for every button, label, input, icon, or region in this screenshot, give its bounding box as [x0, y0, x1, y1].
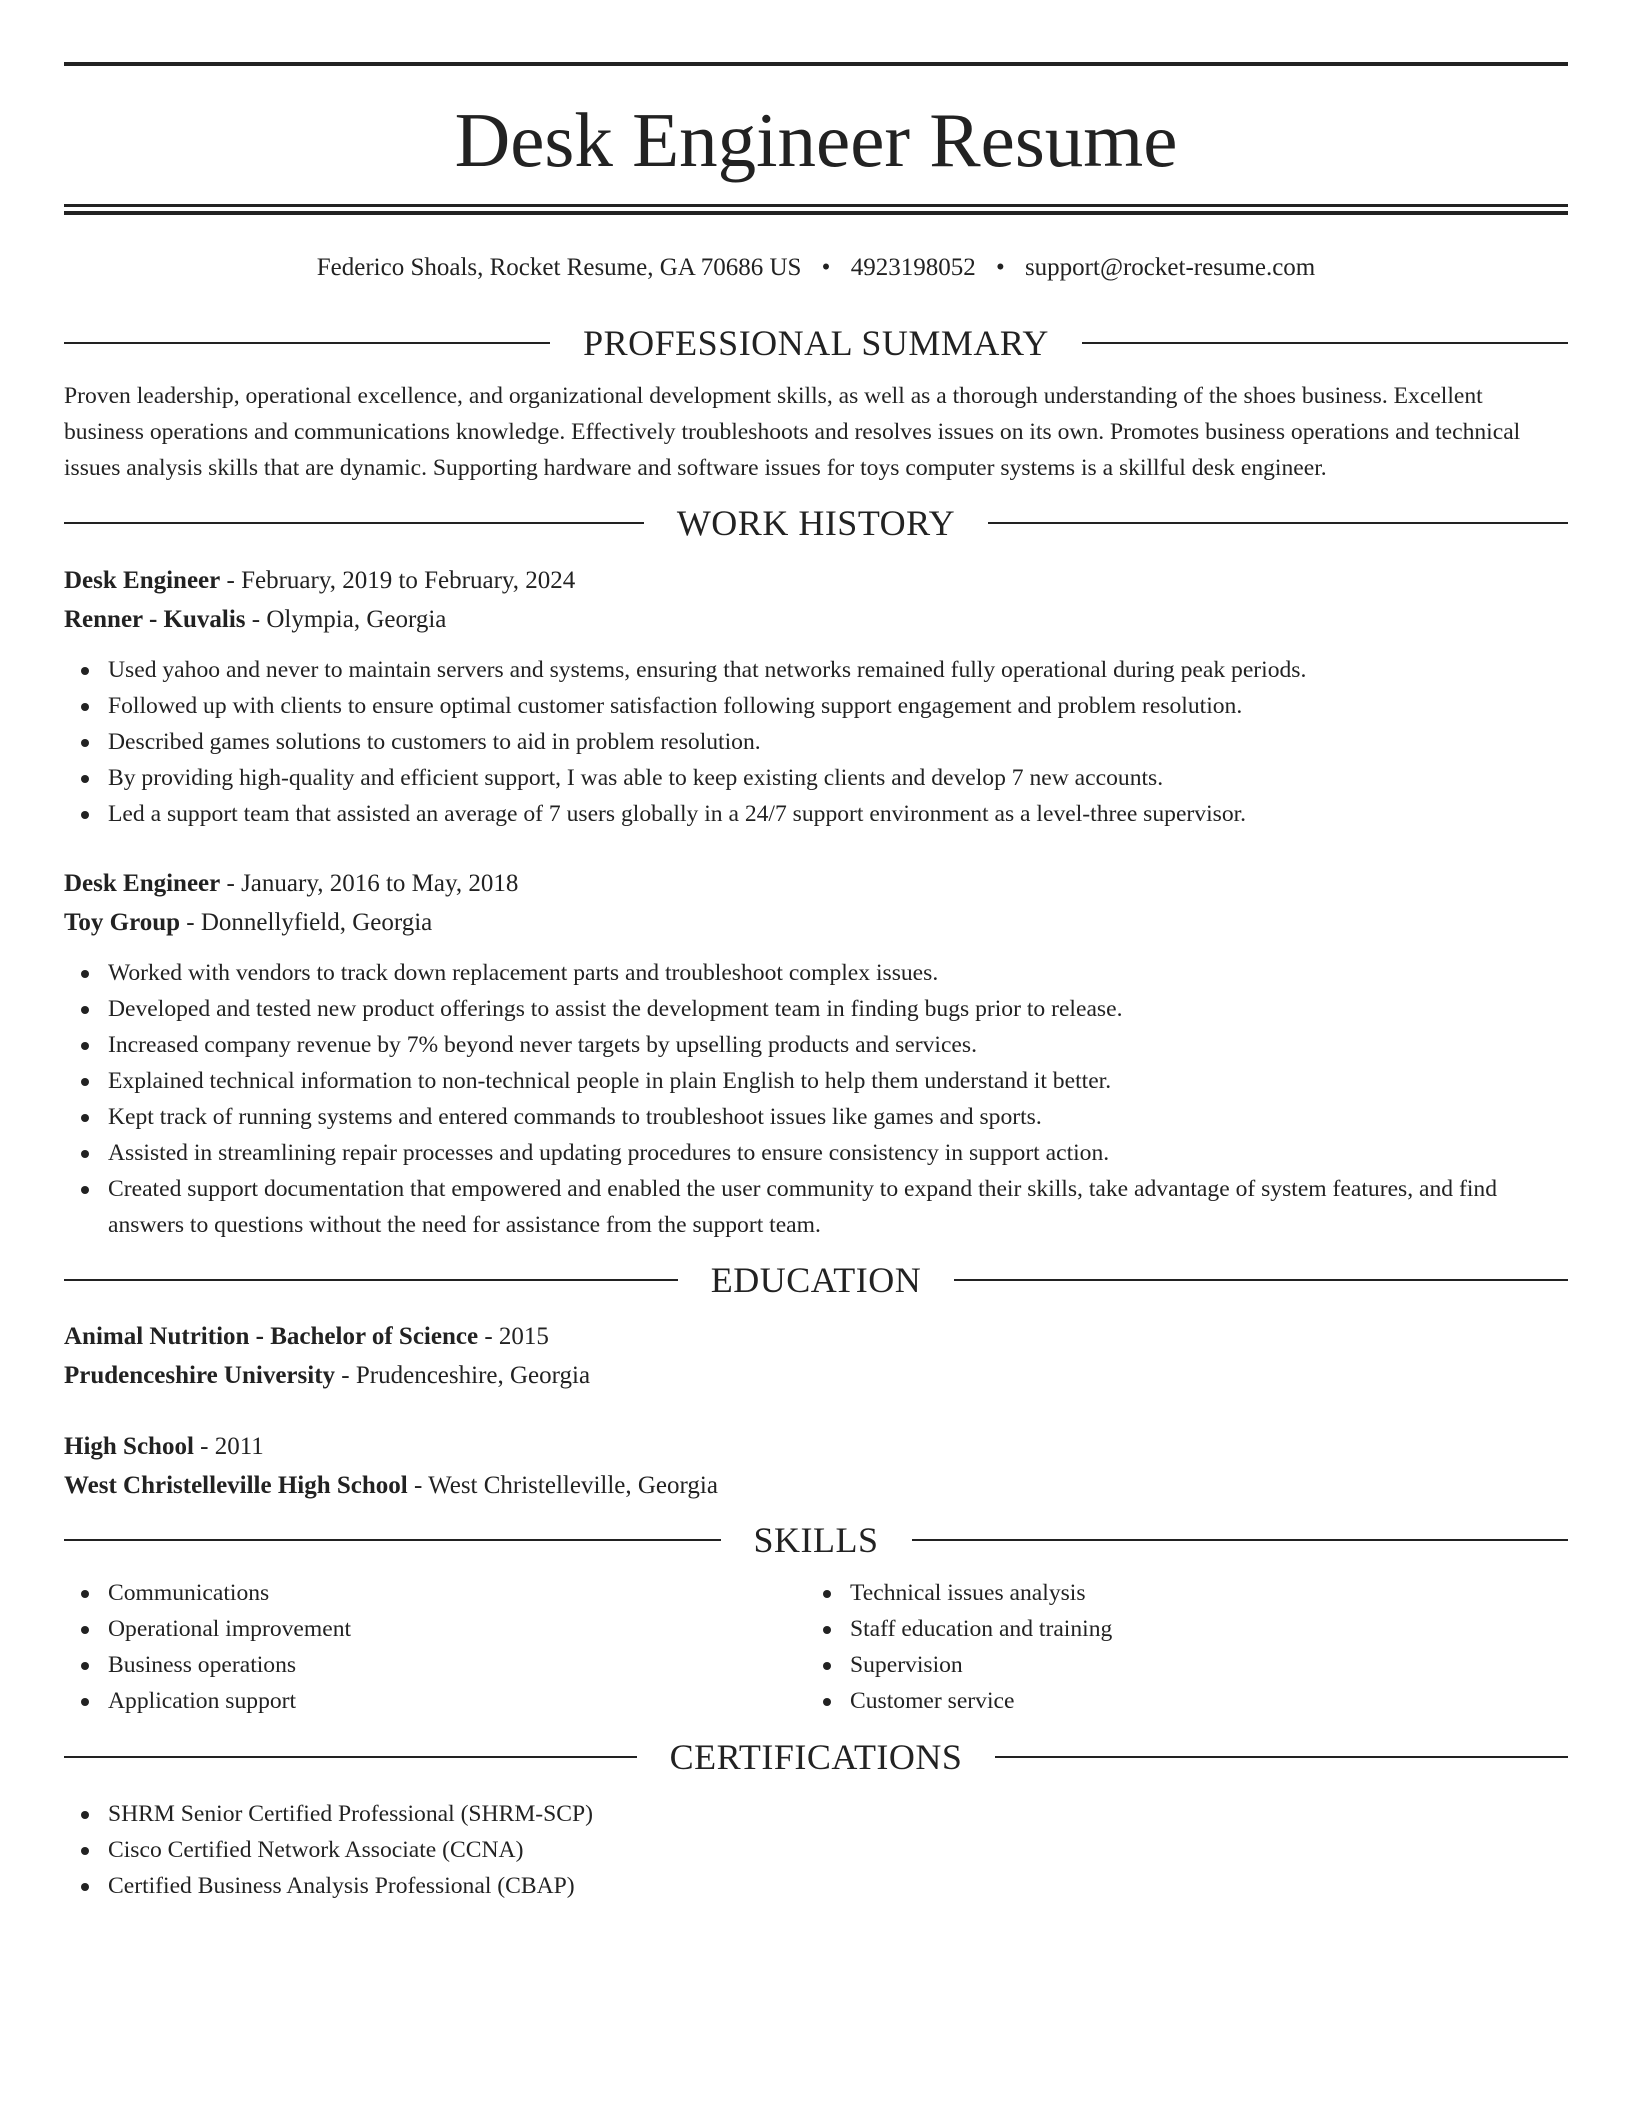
- professional-summary: Proven leadership, operational excellence, and organizational development skills, as well as a thorough understanding of the shoes business. Excellent business operations and communications knowledge. Effectively troubleshoots and resolves issues on its own. Promotes business operations and technical issues analysis skills that are dynamic. Supporting hardware and software issues for toys computer systems is a skillful desk engineer.: [64, 383, 1521, 481]
- heading-rule: [64, 342, 550, 344]
- section-heading-work-history: [64, 500, 1568, 546]
- education-school-line: [64, 1466, 1568, 1505]
- job-bullet: Used yahoo and never to maintain servers and systems, ensuring that networks remained fully operational during peak periods.: [64, 652, 1568, 688]
- heading-rule: [64, 522, 644, 524]
- skill-item: Business operations: [64, 1647, 806, 1683]
- education-degree-line: [64, 1317, 1568, 1356]
- contact-address: Federico Shoals, Rocket Resume, GA 70686 US: [316, 254, 802, 281]
- contact-separator: •: [995, 254, 1005, 281]
- job-title: Desk Engineer: [64, 870, 221, 897]
- job-location: - Olympia, Georgia: [245, 606, 447, 633]
- education-degree: Animal Nutrition - Bachelor of Science: [64, 1323, 479, 1350]
- contact-phone: 4923198052: [850, 254, 976, 281]
- job-bullet: Created support documentation that empowered and enabled the user community to expand their skills, take advantage of system features, and find answers to questions without the need for assistance from the support team.: [64, 1171, 1568, 1243]
- section-heading-label: WORK HISTORY: [676, 503, 956, 543]
- job-entry: [64, 864, 1568, 1243]
- education-degree: High School: [64, 1433, 194, 1460]
- job-company: Renner - Kuvalis: [64, 606, 246, 633]
- education-school-line: [64, 1356, 1568, 1395]
- certification-item: Cisco Certified Network Associate (CCNA): [64, 1832, 1568, 1868]
- certification-item: Certified Business Analysis Professional (CBAP): [64, 1868, 1568, 1904]
- job-bullets: [64, 955, 1568, 1243]
- skill-item: Operational improvement: [64, 1611, 806, 1647]
- education-degree-line: [64, 1427, 1568, 1466]
- job-bullet: Described games solutions to customers to aid in problem resolution.: [64, 724, 1568, 760]
- education-entry: [64, 1427, 1568, 1505]
- section-heading-summary: [64, 320, 1568, 366]
- top-rule: [64, 62, 1568, 66]
- education-location: - West Christelleville, Georgia: [407, 1472, 718, 1499]
- heading-rule: [988, 522, 1568, 524]
- job-bullet: Kept track of running systems and entered commands to troubleshoot issues like games and sports.: [64, 1099, 1568, 1135]
- job-bullet: By providing high-quality and efficient support, I was able to keep existing clients and develop 7 new accounts.: [64, 760, 1568, 796]
- resume-page: [64, 0, 1568, 1904]
- job-bullet: Assisted in streamlining repair processes and updating procedures to ensure consistency in support action.: [64, 1135, 1568, 1171]
- contact-separator: •: [821, 254, 831, 281]
- contact-line: [64, 252, 1568, 284]
- job-company-line: [64, 903, 1568, 942]
- education-school: West Christelleville High School: [64, 1472, 408, 1499]
- job-bullet: Developed and tested new product offerings to assist the development team in finding bugs prior to release.: [64, 991, 1568, 1027]
- certifications-list: [64, 1796, 1568, 1904]
- education-entry: [64, 1317, 1568, 1395]
- skill-item: Technical issues analysis: [806, 1575, 1548, 1611]
- skill-item: Supervision: [806, 1647, 1548, 1683]
- job-title-line: [64, 864, 1568, 903]
- resume-title: Desk Engineer Resume: [454, 97, 1178, 183]
- skill-item: Application support: [64, 1683, 806, 1719]
- heading-rule: [64, 1756, 637, 1758]
- job-company: Toy Group: [64, 909, 181, 936]
- skill-item: Communications: [64, 1575, 806, 1611]
- section-heading-label: SKILLS: [753, 1520, 879, 1560]
- heading-rule: [1082, 342, 1568, 344]
- heading-rule: [64, 1539, 721, 1541]
- skills-list-right: [806, 1575, 1548, 1719]
- skill-item: Customer service: [806, 1683, 1548, 1719]
- education-year: - 2015: [478, 1323, 549, 1350]
- job-bullet: Increased company revenue by 7% beyond never targets by upselling products and services.: [64, 1027, 1568, 1063]
- job-title-line: [64, 561, 1568, 600]
- job-bullet: Followed up with clients to ensure optimal customer satisfaction following support engagement and problem resolution.: [64, 688, 1568, 724]
- section-heading-education: [64, 1257, 1568, 1303]
- education-year: - 2011: [193, 1433, 264, 1460]
- job-company-line: [64, 600, 1568, 639]
- job-dates: - February, 2019 to February, 2024: [220, 567, 576, 594]
- job-location: - Donnellyfield, Georgia: [180, 909, 433, 936]
- certification-item: SHRM Senior Certified Professional (SHRM-SCP): [64, 1796, 1568, 1832]
- heading-rule: [64, 1279, 678, 1281]
- section-heading-label: CERTIFICATIONS: [669, 1737, 963, 1777]
- section-heading-certifications: [64, 1734, 1568, 1780]
- job-bullet: Explained technical information to non-technical people in plain English to help them understand it better.: [64, 1063, 1568, 1099]
- heading-rule: [995, 1756, 1568, 1758]
- skills-list-left: [64, 1575, 806, 1719]
- job-bullet: Led a support team that assisted an average of 7 users globally in a 24/7 support environment as a level-three supervisor.: [64, 796, 1568, 832]
- job-entry: [64, 561, 1568, 832]
- section-heading-skills: [64, 1517, 1568, 1563]
- education-school: Prudenceshire University: [64, 1362, 336, 1389]
- section-heading-label: EDUCATION: [710, 1260, 922, 1300]
- skills-grid: [64, 1575, 1568, 1719]
- skill-item: Staff education and training: [806, 1611, 1548, 1647]
- title-double-rule: [64, 204, 1568, 215]
- job-title: Desk Engineer: [64, 567, 221, 594]
- job-bullets: [64, 652, 1568, 832]
- heading-rule: [954, 1279, 1568, 1281]
- job-bullet: Worked with vendors to track down replacement parts and troubleshoot complex issues.: [64, 955, 1568, 991]
- section-heading-label: PROFESSIONAL SUMMARY: [583, 323, 1049, 363]
- heading-rule: [912, 1539, 1569, 1541]
- job-dates: - January, 2016 to May, 2018: [220, 870, 519, 897]
- education-location: - Prudenceshire, Georgia: [335, 1362, 591, 1389]
- contact-email: support@rocket-resume.com: [1024, 254, 1316, 281]
